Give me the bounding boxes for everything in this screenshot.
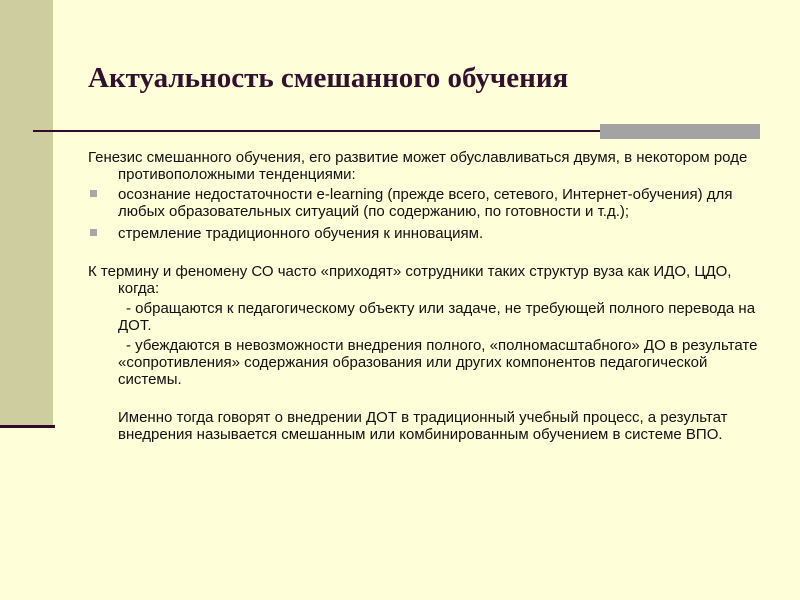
slide-title: Актуальность смешанного обучения	[88, 62, 569, 94]
list-item	[88, 186, 760, 220]
case-text: - убеждаются в невозможности внедрения полного, «полномасштабного» ДО в результате «сопротивления» содержания образования или других компонентов педагогической системы.	[118, 337, 758, 388]
left-bar-underline	[0, 425, 55, 428]
intro-paragraph: Генезис смешанного обучения, его развитие может обуславливаться двумя, в некотором роде противоположными тенденциями:	[88, 149, 748, 183]
tendency-list	[88, 186, 760, 242]
divider-accent-block	[600, 124, 760, 139]
bullet-text: осознание недостаточности e-learning (прежде всего, сетевого, Интернет-обучения) для любых образовательных ситуаций (по содержанию, по готовности и т.д.);	[118, 186, 733, 220]
bullet-text: стремление традиционного обучения к инновациям.	[118, 225, 484, 242]
left-decorative-bar	[0, 0, 53, 428]
slide-body	[88, 149, 760, 443]
conclusion-paragraph: Именно тогда говорят о внедрении ДОТ в традиционный учебный процесс, а результат внедрения называется смешанным или комбинированным обучением в системе ВПО.	[118, 409, 728, 443]
term-paragraph: К термину и феномену СО часто «приходят» сотрудники таких структур вуза как ИДО, ЦДО, когда:	[88, 263, 732, 297]
square-bullet-icon	[90, 229, 97, 236]
case-paragraph	[88, 337, 760, 388]
case-paragraph	[88, 300, 760, 334]
case-text: - обращаются к педагогическому объекту или задаче, не требующей полного перевода на ДОТ.	[118, 300, 756, 334]
list-item	[88, 225, 760, 242]
square-bullet-icon	[90, 190, 97, 197]
